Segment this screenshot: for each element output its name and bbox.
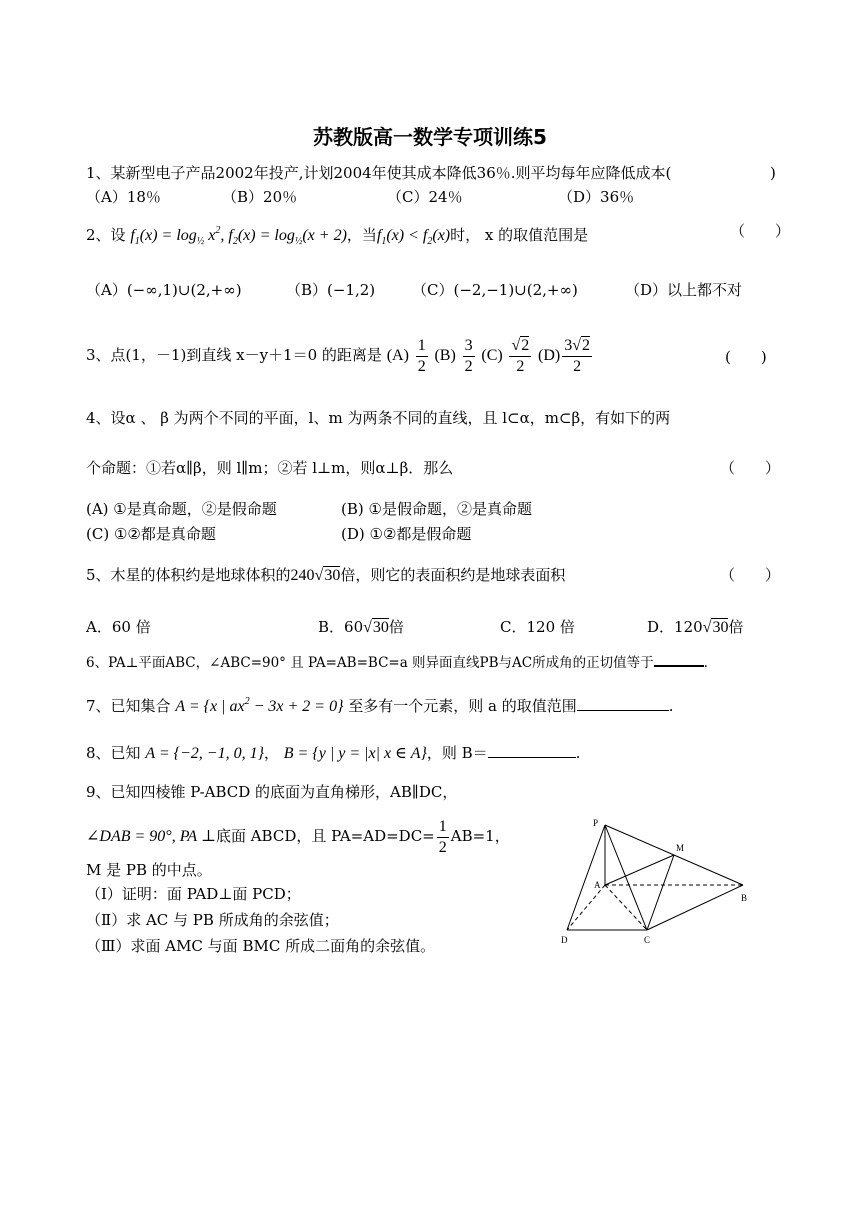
question-8-answer-blank[interactable] [488, 757, 576, 758]
question-6-stem [86, 653, 708, 673]
question-5-option-c: C．120 倍 [500, 618, 575, 636]
question-5-option-b-root: √30 [363, 619, 389, 636]
question-5-text-b: 倍，则它的表面积约是地球表面积 [340, 566, 566, 584]
question-7-prefix: 7、已知集合 [86, 697, 171, 715]
label-b: B [741, 893, 748, 903]
question-5-option-b-label: B．60 [318, 618, 364, 636]
question-6-answer-blank[interactable] [654, 665, 704, 667]
question-5-option-b [318, 617, 404, 638]
question-4-option-d: (D) ①②都是假命题 [341, 525, 472, 543]
edge-pd [567, 825, 605, 930]
question-2-option-c: （C）(−2,−1)∪(2,+∞) [412, 281, 578, 299]
question-3-paren: ( ) [725, 348, 767, 366]
question-5-option-a: A．60 倍 [86, 618, 151, 636]
question-5-text-a: 5、木星的体积约是地球体积的 [86, 566, 291, 584]
question-8-end: . [575, 744, 581, 762]
question-9-fraction: $\frac{1}{2}$ [438, 817, 447, 856]
question-4-line-1: 4、设α 、 β 为两个不同的平面，l、m 为两条不同的直线，且 l⊂α，m⊂β，有如下的两 [86, 409, 671, 427]
question-1-stem: 1、某新型电子产品2002年投产,计划2004年使其成本降低36％.则平均每年应降低成本( [86, 164, 672, 182]
question-8-prefix: 8、已知 [86, 744, 141, 762]
question-3-fraction-c: $\frac{√2}{2}$ [511, 336, 530, 375]
question-9-line-2-end: AB=1， [450, 827, 510, 845]
label-a: A [594, 880, 601, 890]
question-3-label-a: (A) [386, 347, 409, 364]
question-7-tail: 至多有一个元素，则 a 的取值范围 [348, 697, 577, 715]
question-2-prefix: 2、设 [86, 226, 126, 244]
question-3-fraction-b: $\frac{3}{2}$ [464, 336, 473, 375]
question-6-end: . [703, 655, 708, 671]
question-9-part-3: （Ⅲ）求面 AMC 与面 BMC 所成二面角的余弦值。 [86, 937, 436, 955]
question-9-line-3: M 是 PB 的中点。 [86, 861, 212, 879]
question-5-paren: （ ） [720, 566, 781, 584]
question-5-option-d-unit: 倍 [728, 618, 744, 636]
question-5-value: 240√30 [290, 567, 341, 584]
question-9-line-1: 9、已知四棱锥 P-ABCD 的底面为直角梯形，AB∥DC， [86, 783, 458, 801]
question-7-answer-blank[interactable] [577, 710, 669, 711]
question-3-fraction-a: $\frac{1}{2}$ [417, 336, 426, 375]
question-5-option-d [647, 617, 743, 638]
question-2-formula-f1: $f_1(x) = \log_{\frac{1}{2}} x^2$, $f_2(x) = \log_{\frac{1}{2}}(x + 2)$ [130, 225, 347, 247]
question-9-part-2: （Ⅱ）求 AC 与 PB 所成角的余弦值； [86, 911, 339, 929]
question-3-fraction-d: $\frac{3√2}{2}$ [564, 336, 591, 375]
question-3-stem [86, 333, 594, 378]
question-5-stem [86, 565, 565, 586]
pyramid-figure [555, 815, 765, 950]
page-title: 苏教版高一数学专项训练5 [313, 125, 547, 149]
edge-ac [605, 885, 647, 930]
question-7-set: A = {x | $ax^2 - 3x + 2 = 0$} [175, 696, 344, 715]
question-2-condition: ，当 [346, 226, 377, 244]
edge-cb [647, 885, 743, 930]
question-7-stem [86, 692, 674, 717]
question-2-stem [86, 221, 588, 252]
question-1-option-d: （D）36％ [558, 188, 635, 206]
question-3-label-c: (C) [481, 347, 503, 364]
question-9-part-1: （Ⅰ）证明：面 PAD⊥面 PCD； [86, 885, 301, 903]
question-4-option-c: (C) ①②都是真命题 [86, 525, 216, 543]
label-c: C [644, 935, 651, 945]
label-d: D [561, 935, 568, 945]
question-2-option-d: （D）以上都不对 [625, 281, 743, 299]
question-5-option-d-label: D．120 [647, 618, 703, 636]
question-2-option-a: （A）(−∞,1)∪(2,+∞) [86, 281, 242, 299]
question-1-option-a: （A）18％ [86, 188, 161, 206]
question-3-text: 3、点(1，－1)到直线 x－y＋1＝0 的距离是 [86, 346, 382, 364]
question-9-condition: ∠DAB = 90°, PA ⊥ [86, 828, 216, 845]
question-2-option-b: （B）(−1,2) [286, 281, 376, 299]
question-8-stem: 8、已知 A = {−2, −1, 0, 1}， B = {y | y = |x| x ∈ A}，则 B＝ . [86, 744, 581, 762]
question-4-line-2: 个命题：①若α∥β，则 l∥m；②若 l⊥m，则α⊥β．那么 [86, 459, 454, 477]
question-8-set-a: A = {−2, −1, 0, 1} [145, 745, 264, 762]
question-1-paren: ) [770, 164, 776, 182]
question-4-paren: （ ） [720, 459, 781, 477]
question-2-inequality: $f_1(x) < f_2(x)$ [376, 227, 451, 247]
question-2-paren: （ ） [730, 222, 791, 240]
question-9-line-2 [86, 814, 510, 859]
question-2-tail: 时， x 的取值范围是 [450, 226, 589, 244]
label-p: P [593, 818, 599, 828]
label-m: M [676, 843, 685, 853]
question-3-label-b: (B) [434, 347, 456, 364]
question-8-tail: ，则 B＝ [426, 744, 488, 762]
edge-ad [567, 885, 605, 930]
question-1-option-c: （C）24％ [387, 188, 463, 206]
question-5-option-b-unit: 倍 [388, 618, 404, 636]
question-6-text: 6、PA⊥平面ABC，∠ABC=90° 且 PA=AB=BC=a 则异面直线PB与AC所成角的正切值等于 [86, 655, 654, 671]
question-8-set-b: B = {y | y = |x| x ∈ A} [283, 745, 427, 762]
question-9-line-2-mid: 底面 ABCD，且 PA=AD=DC= [215, 827, 435, 845]
question-5-option-d-root: √30 [702, 619, 729, 636]
question-3-label-d: (D) [538, 347, 561, 364]
question-7-end: . [668, 697, 674, 715]
edge-am [605, 855, 674, 885]
question-4-option-a: (A) ①是真命题，②是假命题 [86, 500, 277, 518]
question-1-option-b: （B）20％ [222, 188, 298, 206]
question-4-option-b: (B) ①是假命题，②是真命题 [341, 500, 532, 518]
